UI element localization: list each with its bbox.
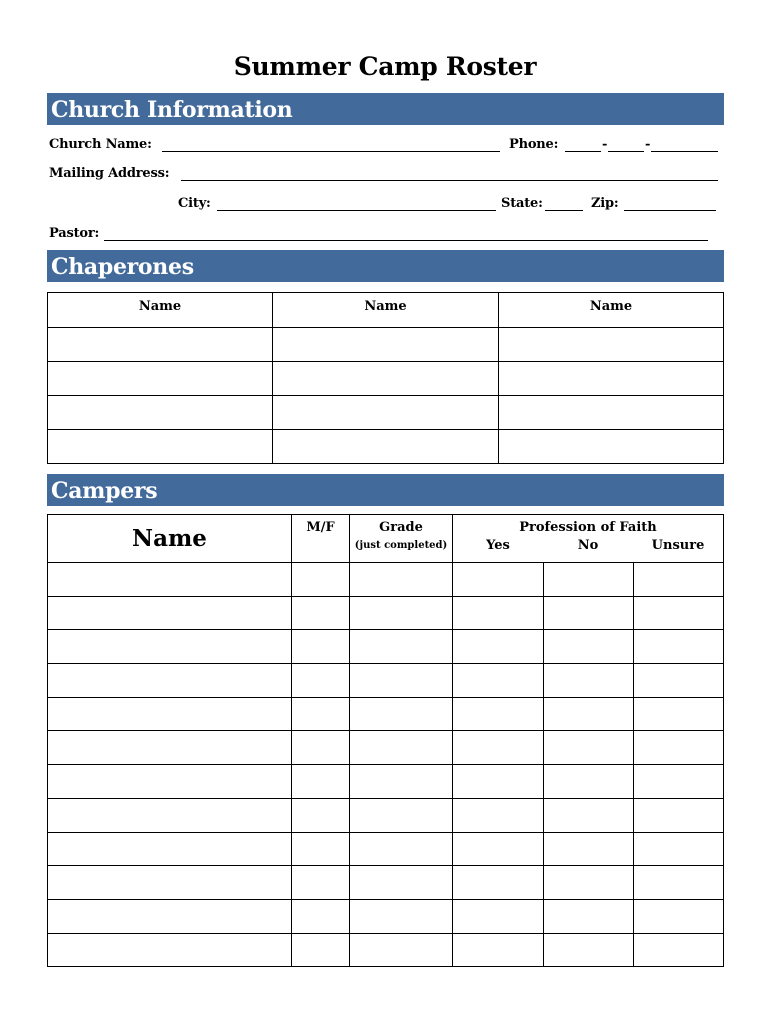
pastor-label: Pastor: [49,226,100,241]
table-row [48,697,724,731]
no-cell[interactable] [544,630,634,664]
chaperone-cell[interactable] [499,396,724,430]
unsure-cell[interactable] [634,596,724,630]
mf-cell[interactable] [292,933,350,967]
unsure-cell[interactable] [634,798,724,832]
profession-of-faith-header [453,515,724,563]
no-cell[interactable] [544,664,634,698]
chaperone-cell[interactable] [273,396,499,430]
mf-cell[interactable] [292,866,350,900]
chaperones-table [47,292,724,464]
grade-header [350,515,453,563]
unsure-cell[interactable] [634,563,724,597]
table-row [48,630,724,664]
unsure-cell[interactable] [634,832,724,866]
camper-name-cell[interactable] [48,664,292,698]
no-cell[interactable] [544,832,634,866]
camper-name-cell[interactable] [48,765,292,799]
table-row [48,328,724,362]
camper-name-cell[interactable] [48,798,292,832]
grade-label: Grade [379,520,423,535]
grade-cell[interactable] [350,899,453,933]
camper-name-cell[interactable] [48,596,292,630]
state-label: State: [501,196,543,211]
yes-cell[interactable] [453,899,544,933]
phone-area-field[interactable] [565,151,601,152]
mf-cell[interactable] [292,563,350,597]
camper-name-cell[interactable] [48,563,292,597]
no-cell[interactable] [544,899,634,933]
mf-cell[interactable] [292,798,350,832]
table-row [48,933,724,967]
unsure-cell[interactable] [634,899,724,933]
state-field[interactable] [545,210,583,211]
grade-cell[interactable] [350,832,453,866]
yes-cell[interactable] [453,731,544,765]
mf-cell[interactable] [292,697,350,731]
city-label: City: [178,196,211,211]
camper-name-header: Name [48,515,292,563]
table-row [48,765,724,799]
chaperone-name-header: Name [48,293,273,328]
table-row [48,866,724,900]
yes-cell[interactable] [453,832,544,866]
no-cell[interactable] [544,697,634,731]
unsure-cell[interactable] [634,697,724,731]
mf-cell[interactable] [292,664,350,698]
chaperone-cell[interactable] [499,430,724,464]
unsure-cell[interactable] [634,866,724,900]
mf-cell[interactable] [292,596,350,630]
church-name-label: Church Name: [49,137,152,152]
table-row [48,731,724,765]
page-title: Summer Camp Roster [233,52,537,81]
unsure-cell[interactable] [634,933,724,967]
chaperones-header: Chaperones [47,250,724,282]
grade-cell[interactable] [350,630,453,664]
mailing-address-field[interactable] [181,180,718,181]
chaperone-cell[interactable] [499,328,724,362]
unsure-header: Unsure [651,538,705,553]
unsure-cell[interactable] [634,765,724,799]
yes-cell[interactable] [453,596,544,630]
no-cell[interactable] [544,731,634,765]
yes-cell[interactable] [453,798,544,832]
grade-cell[interactable] [350,765,453,799]
mf-cell[interactable] [292,832,350,866]
campers-table [47,514,724,967]
chaperone-name-header: Name [273,293,499,328]
chaperone-cell[interactable] [48,328,273,362]
no-cell[interactable] [544,866,634,900]
camper-name-cell[interactable] [48,899,292,933]
camper-name-cell[interactable] [48,866,292,900]
grade-cell[interactable] [350,731,453,765]
grade-cell[interactable] [350,664,453,698]
grade-cell[interactable] [350,596,453,630]
no-cell[interactable] [544,798,634,832]
no-cell[interactable] [544,933,634,967]
camper-name-cell[interactable] [48,697,292,731]
table-row [48,832,724,866]
grade-sublabel: (just completed) [354,540,448,551]
phone-label: Phone: [509,137,559,152]
church-information-header: Church Information [47,93,724,125]
chaperone-cell[interactable] [273,328,499,362]
phone-separator: - [602,137,608,152]
zip-field[interactable] [624,210,716,211]
campers-header: Campers [47,474,724,506]
unsure-cell[interactable] [634,664,724,698]
table-row [48,362,724,396]
no-cell[interactable] [544,765,634,799]
mf-cell[interactable] [292,630,350,664]
camper-name-cell[interactable] [48,630,292,664]
yes-cell[interactable] [453,933,544,967]
yes-cell[interactable] [453,664,544,698]
table-row [48,563,724,597]
phone-prefix-field[interactable] [608,151,644,152]
mf-cell[interactable] [292,899,350,933]
table-row [48,798,724,832]
grade-cell[interactable] [350,563,453,597]
no-cell[interactable] [544,596,634,630]
grade-cell[interactable] [350,866,453,900]
chaperone-cell[interactable] [273,430,499,464]
yes-cell[interactable] [453,630,544,664]
chaperone-cell[interactable] [48,430,273,464]
table-row [48,430,724,464]
chaperone-cell[interactable] [48,362,273,396]
chaperone-cell[interactable] [273,362,499,396]
phone-line-field[interactable] [651,151,718,152]
table-row [48,596,724,630]
pastor-field[interactable] [104,240,708,241]
yes-header: Yes [486,538,510,553]
no-cell[interactable] [544,563,634,597]
chaperone-cell[interactable] [499,362,724,396]
table-row [48,899,724,933]
grade-cell[interactable] [350,798,453,832]
mailing-address-label: Mailing Address: [49,166,170,181]
zip-label: Zip: [591,196,619,211]
grade-cell[interactable] [350,933,453,967]
city-field[interactable] [217,210,496,211]
unsure-cell[interactable] [634,630,724,664]
unsure-cell[interactable] [634,731,724,765]
camper-name-cell[interactable] [48,731,292,765]
yes-cell[interactable] [453,765,544,799]
grade-cell[interactable] [350,697,453,731]
profession-of-faith-label: Profession of Faith [519,520,657,535]
yes-cell[interactable] [453,563,544,597]
table-row [48,664,724,698]
table-row [48,396,724,430]
camper-name-cell[interactable] [48,832,292,866]
camper-name-cell[interactable] [48,933,292,967]
chaperone-name-header: Name [499,293,724,328]
yes-cell[interactable] [453,697,544,731]
mf-cell[interactable] [292,765,350,799]
chaperone-cell[interactable] [48,396,273,430]
mf-cell[interactable] [292,731,350,765]
mf-header: M/F [292,515,350,563]
yes-cell[interactable] [453,866,544,900]
church-name-field[interactable] [162,151,500,152]
no-header: No [577,538,599,553]
phone-separator: - [645,137,651,152]
